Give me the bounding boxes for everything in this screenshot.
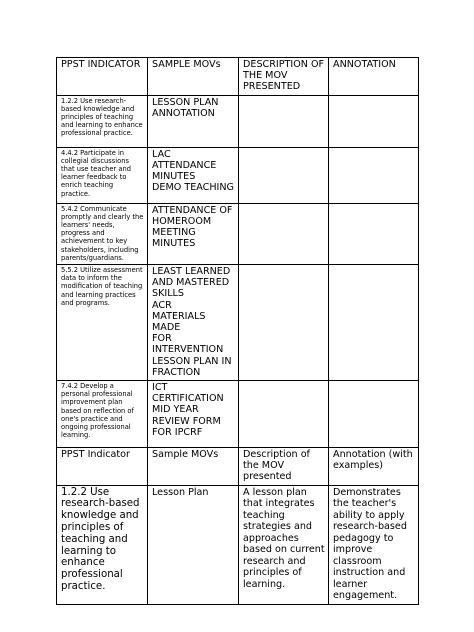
example-description-cell: A lesson plan that integrates teaching strategies and approaches based on current research and principles of learning. [239,485,329,604]
annotation-cell [329,265,419,381]
mov-item: LESSON PLAN [152,96,219,108]
mov-cell [148,265,239,381]
indicator-cell: 7.4.2 Develop a personal professional improvement plan based on reflection of one's practice and ongoing professional learning. [57,381,148,448]
header-cell-annotation: ANNOTATION [329,58,419,96]
mov-item: ATTENDANCE OF [152,204,233,216]
header-cell-movs: SAMPLE MOVs [148,58,239,96]
header-cell-description: DESCRIPTION OF THE MOV PRESENTED [239,58,329,96]
table-row [57,203,419,264]
description-cell [239,203,329,264]
description-cell [239,147,329,203]
mov-item: HOMEROOM [152,215,212,227]
second-header-row [57,448,419,486]
mov-item: AND MASTERED [152,277,230,289]
example-annotation-cell: Demonstrates the teacher's ability to apply research-based pedagogy to improve classroom instruction and learner engagement. [329,485,419,604]
indicator-cell: 4.4.2 Participate in collegial discussions that use teacher and learner feedback to enrich teaching practice. [57,147,148,203]
mov-item: MINUTES [152,238,196,250]
mov-item: LAC [152,148,171,160]
mov-cell [148,203,239,264]
mov-item: REVIEW FORM [152,415,221,427]
annotation-cell [329,147,419,203]
ppst-table [56,57,419,605]
indicator-cell: 5.5.2 Utilize assessment data to inform the modification of teaching and learning practices and programs. [57,265,148,381]
header2-cell-annotation: Annotation (with examples) [329,448,419,486]
mov-item: ACR [152,299,172,311]
header-row [57,58,419,96]
description-cell [239,381,329,448]
mov-item: LEAST LEARNED [152,266,231,278]
mov-item: ICT [152,382,168,394]
mov-item: MEETING [152,227,196,239]
header2-cell-movs: Sample MOVs [148,448,239,486]
mov-cell [148,95,239,147]
table-row [57,265,419,381]
mov-item: FOR IPCRF [152,426,203,438]
mov-item: DEMO TEACHING [152,182,234,194]
example-row [57,485,419,604]
mov-item: LESSON PLAN IN [152,355,232,367]
header2-cell-indicator: PPST Indicator [57,448,148,486]
mov-item: ANNOTATION [152,107,215,119]
mov-item: MATERIALS MADE [152,310,206,334]
table-row [57,147,419,203]
example-indicator-cell: 1.2.2 Use research-based knowledge and principles of teaching and learning to enhance professional practice. [57,485,148,604]
annotation-cell [329,381,419,448]
mov-item: INTERVENTION [152,344,224,356]
mov-item: MID YEAR [152,404,199,416]
mov-item: FRACTION [152,366,201,378]
indicator-cell: 5.4.2 Communicate promptly and clearly the learners' needs, progress and achievement to key stakeholders, including parents/guardians. [57,203,148,264]
example-mov-cell: Lesson Plan [148,485,239,604]
table-row [57,95,419,147]
annotation-cell [329,203,419,264]
mov-cell [148,381,239,448]
indicator-cell: 1.2.2 Use research-based knowledge and principles of teaching and learning to enhance professional practice. [57,95,148,147]
header2-cell-description: Description of the MOV presented [239,448,329,486]
header-cell-indicator: PPST INDICATOR [57,58,148,96]
annotation-cell [329,95,419,147]
description-cell [239,265,329,381]
mov-item: SKILLS [152,288,184,300]
mov-cell [148,147,239,203]
mov-item: MINUTES [152,171,196,183]
table-row [57,381,419,448]
mov-item: ATTENDANCE [152,159,217,171]
description-cell [239,95,329,147]
mov-item: CERTIFICATION [152,393,224,405]
mov-item: FOR [152,333,172,345]
